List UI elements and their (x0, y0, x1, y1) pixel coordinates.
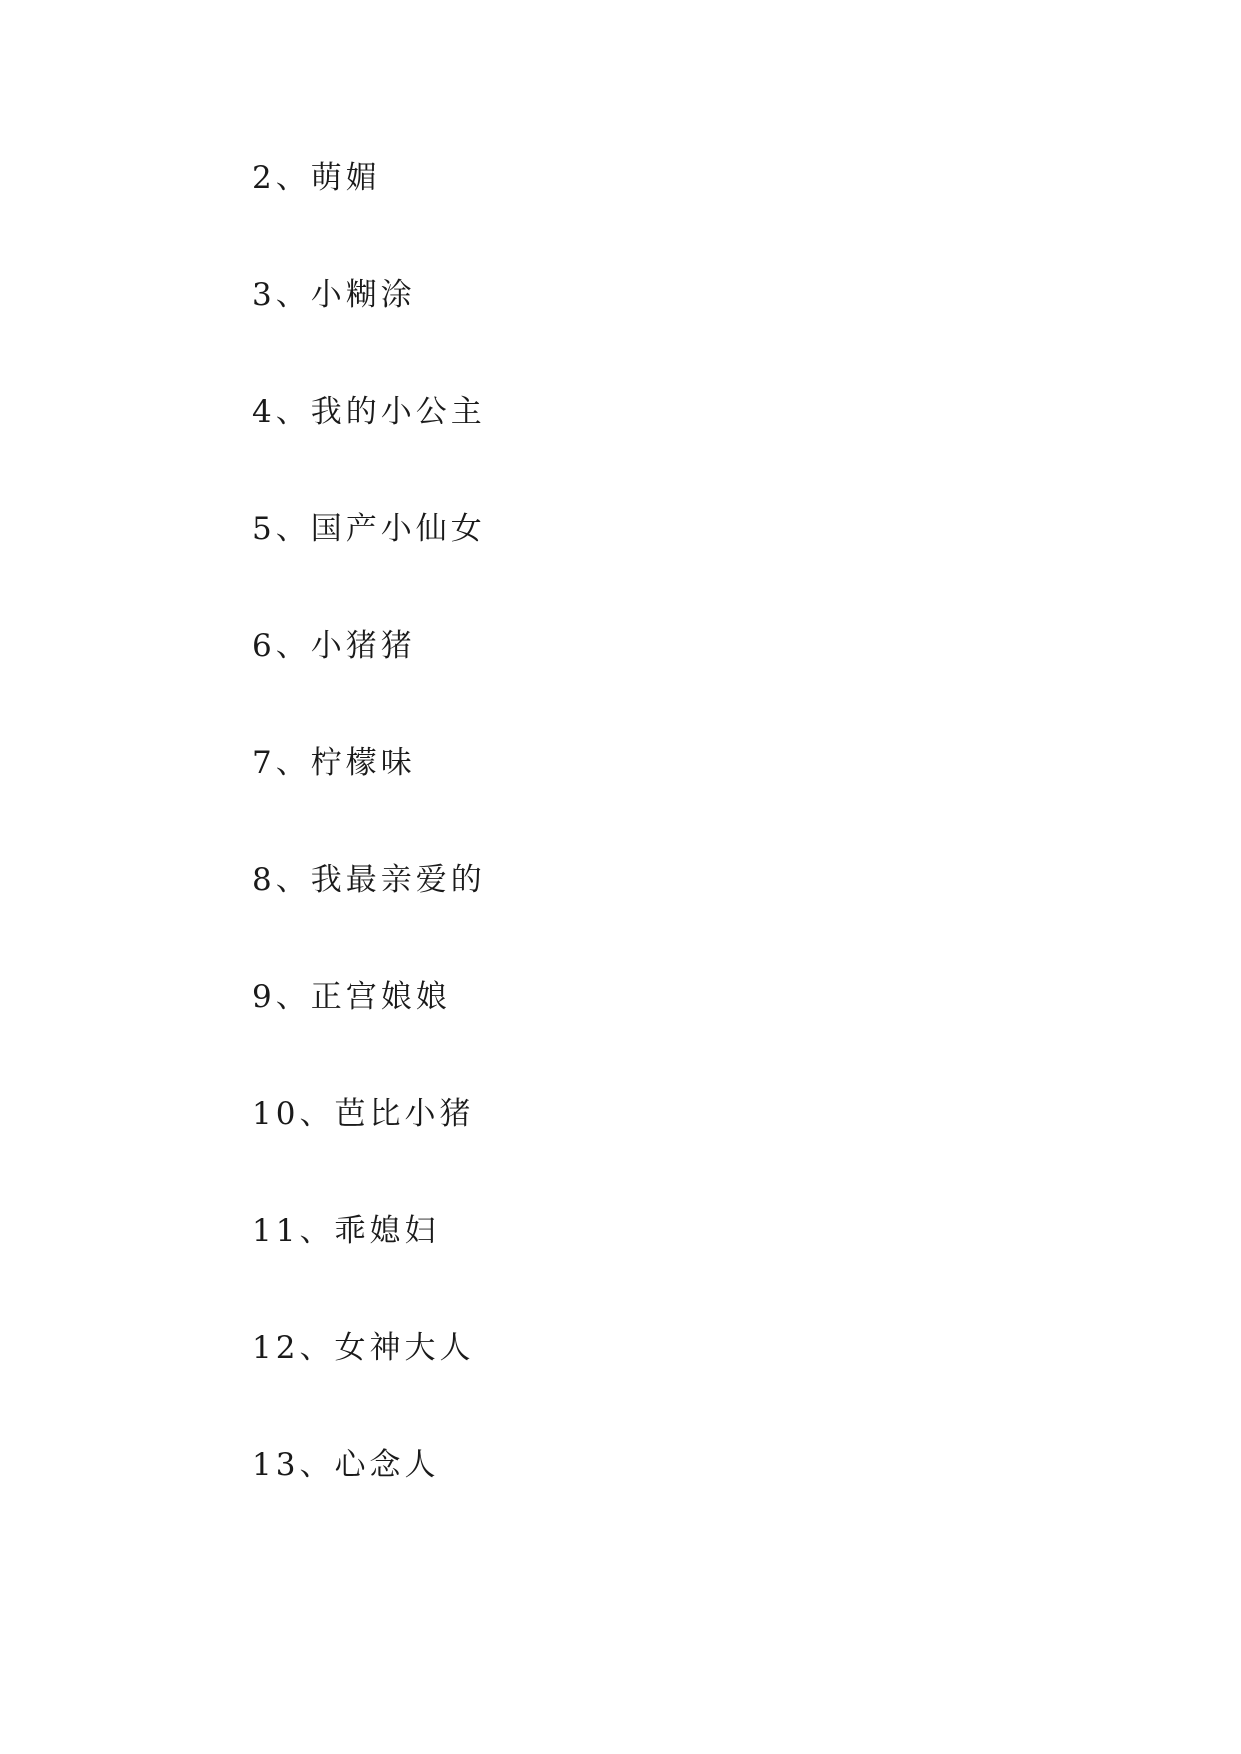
nickname-list (252, 158, 486, 1562)
list-item: 12、女神大人 (252, 1330, 475, 1366)
list-item: 13、心念人 (252, 1447, 440, 1483)
list-item: 4、我的小公主 (252, 394, 486, 430)
list-item: 5、国产小仙女 (252, 511, 486, 547)
list-item: 8、我最亲爱的 (252, 862, 486, 898)
list-item: 6、小猪猪 (252, 628, 416, 664)
list-item: 7、柠檬味 (252, 745, 416, 781)
list-item: 11、乖媳妇 (252, 1213, 440, 1249)
list-item: 2、萌媚 (252, 160, 381, 196)
list-item: 9、正宫娘娘 (252, 979, 451, 1015)
list-item: 3、小糊涂 (252, 277, 416, 313)
list-item: 10、芭比小猪 (252, 1096, 475, 1132)
